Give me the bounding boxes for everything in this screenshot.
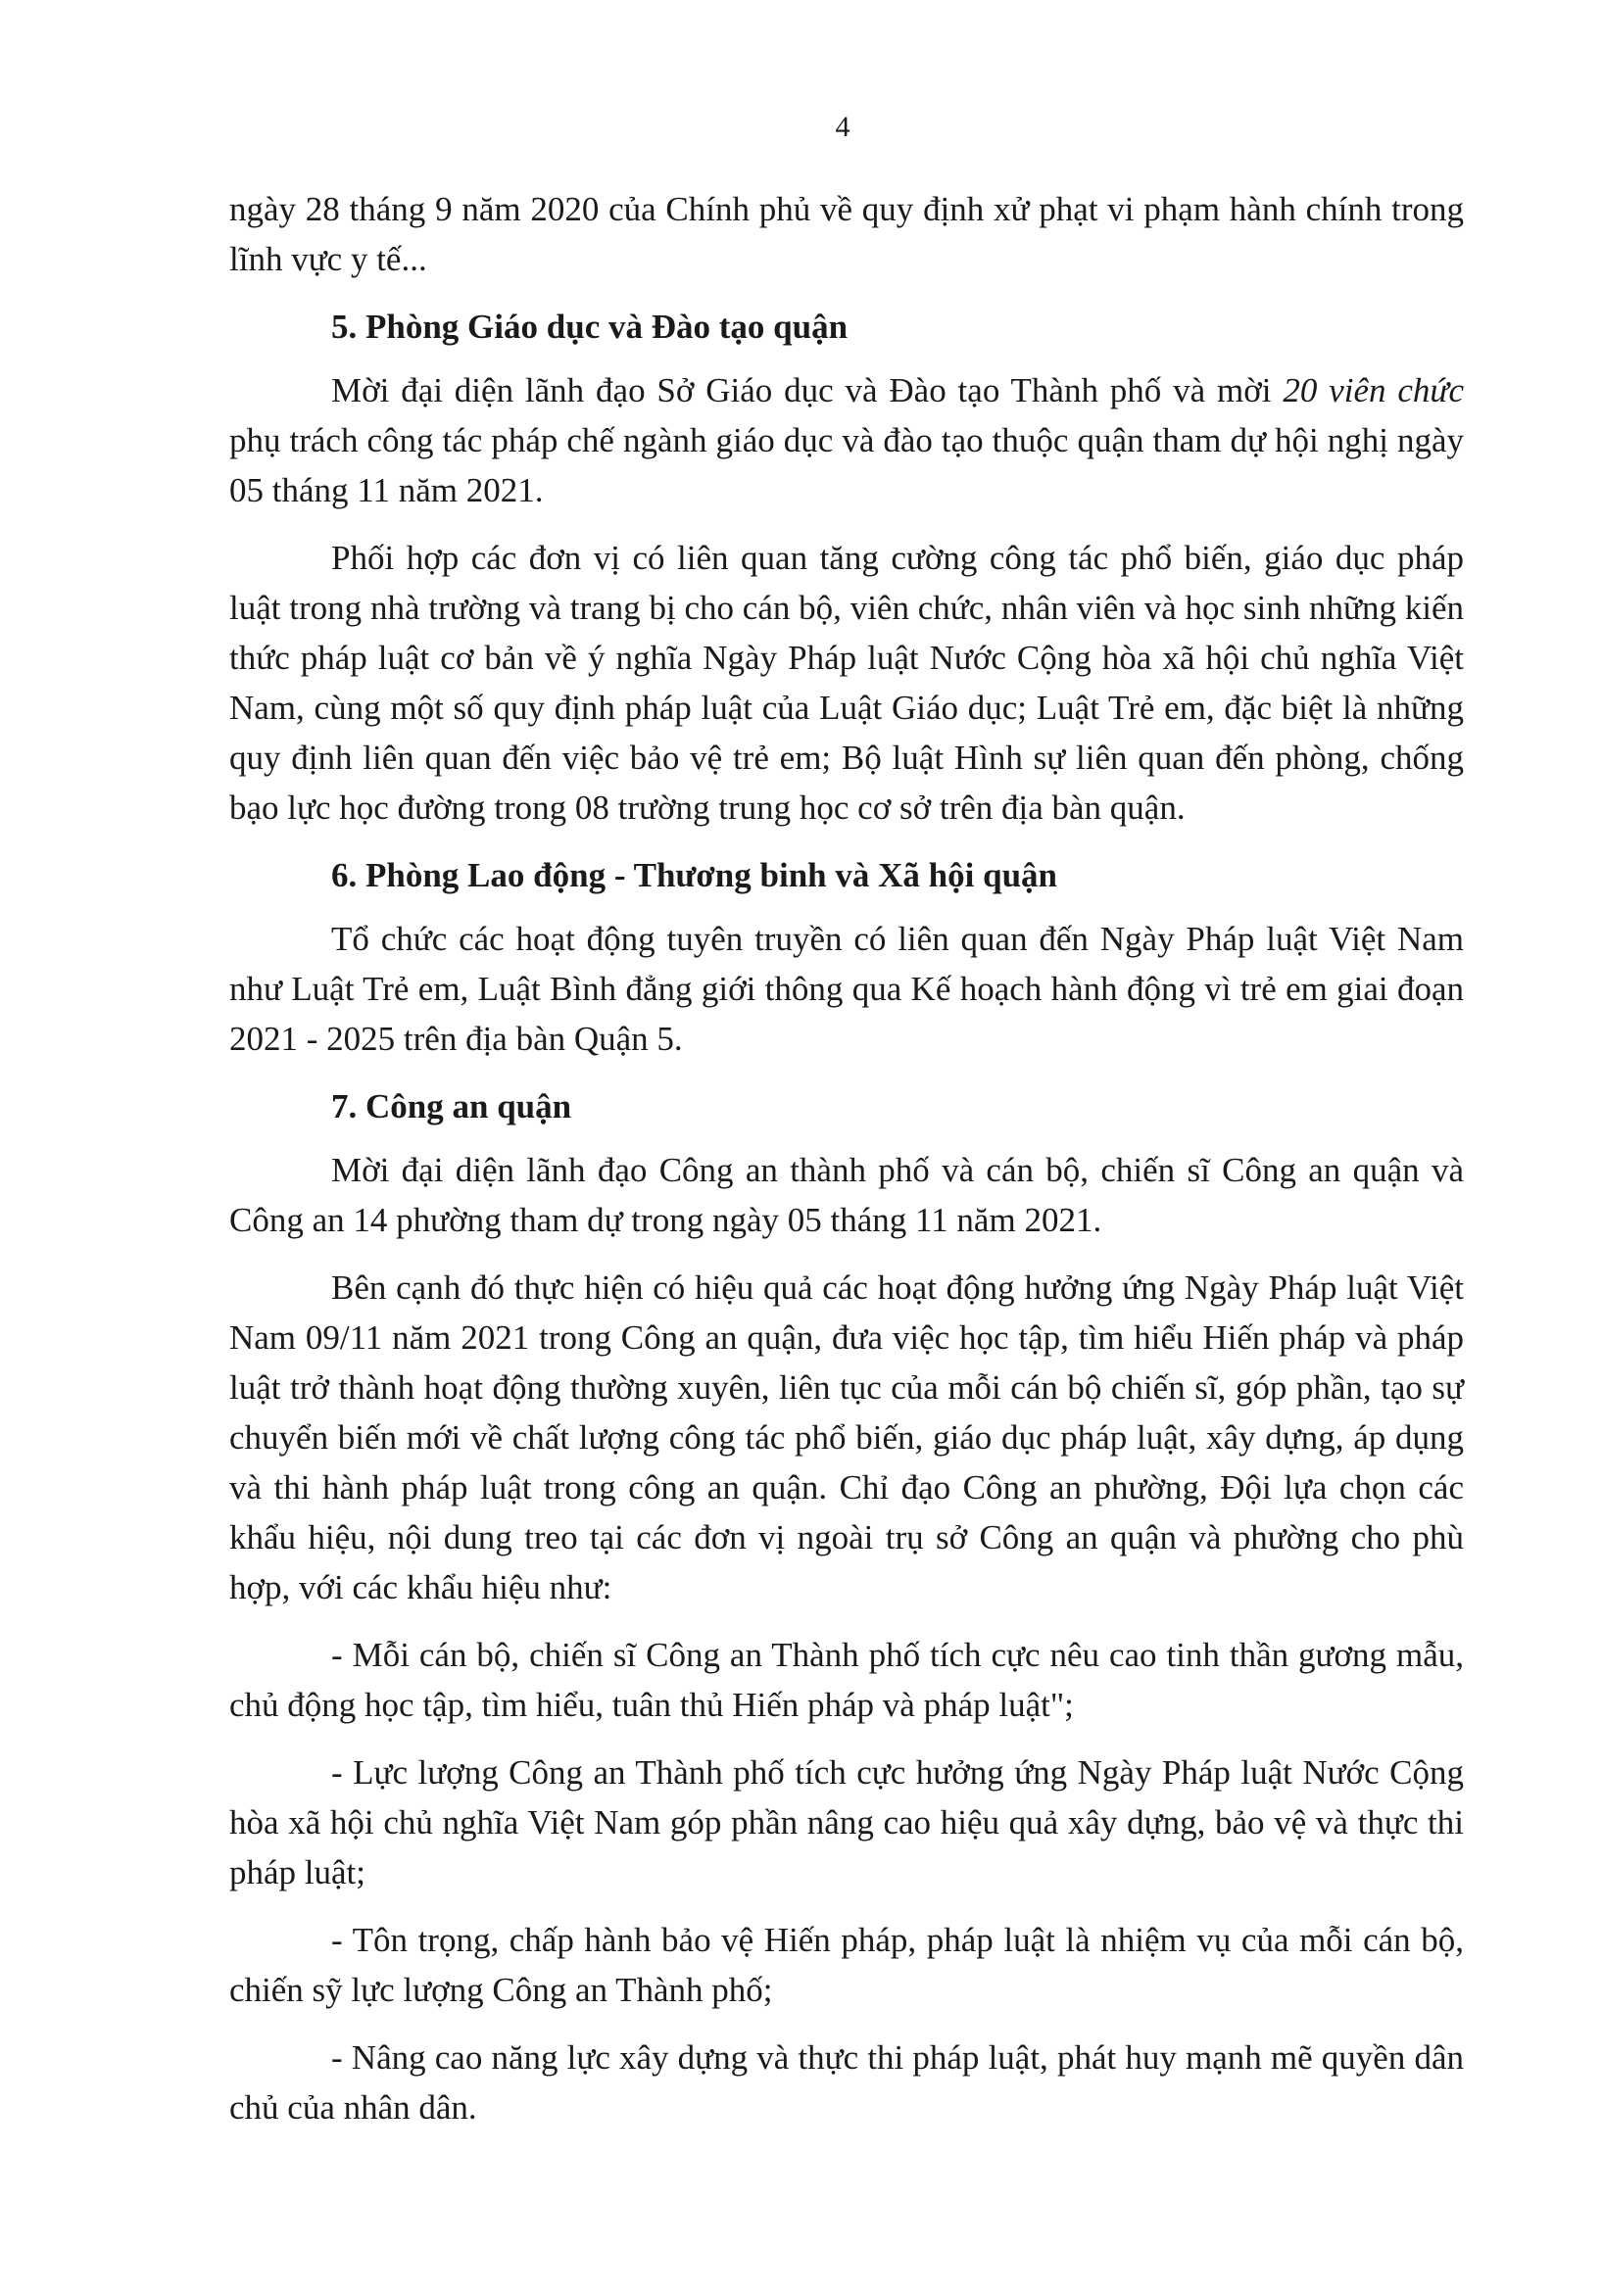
- paragraph-5b: Phối hợp các đơn vị có liên quan tăng cường công tác phổ biến, giáo dục pháp luật trong nhà trường và trang bị cho cán bộ, viên chức, nhân viên và học sinh những kiến thức pháp luật cơ bản về ý nghĩa Ngày Pháp luật Nước Cộng hòa xã hội chủ nghĩa Việt Nam, cùng một số quy định pháp luật của Luật Giáo dục; Luật Trẻ em, đặc biệt là những quy định liên quan đến việc bảo vệ trẻ em; Bộ luật Hình sự liên quan đến phòng, chống bạo lực học đường trong 08 trường trung học cơ sở trên địa bàn quận.: [229, 539, 1464, 827]
- paragraph-7a: Mời đại diện lãnh đạo Công an thành phố và cán bộ, chiến sĩ Công an quận và Công an 14 phường tham dự trong ngày 05 tháng 11 năm 2021.: [229, 1151, 1464, 1239]
- paragraph-5a: [229, 365, 1464, 515]
- slogan-item-4: - Nâng cao năng lực xây dựng và thực thi pháp luật, phát huy mạnh mẽ quyền dân chủ của nhân dân.: [229, 2038, 1464, 2127]
- paragraph-6: Tổ chức các hoạt động tuyên truyền có liên quan đến Ngày Pháp luật Việt Nam như Luật Trẻ em, Luật Bình đẳng giới thông qua Kế hoạch hành động vì trẻ em giai đoạn 2021 - 2025 trên địa bàn Quận 5.: [229, 920, 1464, 1058]
- paragraph-7b: Bên cạnh đó thực hiện có hiệu quả các hoạt động hưởng ứng Ngày Pháp luật Việt Nam 09/11 năm 2021 trong Công an quận, đưa việc học tập, tìm hiểu Hiến pháp và pháp luật trở thành hoạt động thường xuyên, liên tục của mỗi cán bộ chiến sĩ, góp phần, tạo sự chuyển biến mới về chất lượng công tác phổ biến, giáo dục pháp luật, xây dựng, áp dụng và thi hành pháp luật trong công an quận. Chỉ đạo Công an phường, Đội lựa chọn các khẩu hiệu, nội dung treo tại các đơn vị ngoài trụ sở Công an quận và phường cho phù hợp, với các khẩu hiệu như:: [229, 1268, 1464, 1606]
- slogan-item-3: - Tôn trọng, chấp hành bảo vệ Hiến pháp, pháp luật là nhiệm vụ của mỗi cán bộ, chiến sỹ lực lượng Công an Thành phố;: [229, 1921, 1464, 2009]
- slogan-item-1: - Mỗi cán bộ, chiến sĩ Công an Thành phố tích cực nêu cao tinh thần gương mẫu, chủ động học tập, tìm hiểu, tuân thủ Hiến pháp và pháp luật";: [229, 1636, 1464, 1724]
- paragraph-5a-text-end: phụ trách công tác pháp chế ngành giáo dục và đào tạo thuộc quận tham dự hội nghị ngày 05 tháng 11 năm 2021.: [229, 421, 1464, 509]
- section-heading-6: 6. Phòng Lao động - Thương binh và Xã hội quận: [331, 856, 1057, 894]
- section-heading-5: 5. Phòng Giáo dục và Đào tạo quận: [331, 308, 849, 346]
- paragraph-5a-italic: 20 viên chức: [1283, 371, 1464, 409]
- document-body: [229, 184, 1464, 2150]
- page-number: 4: [835, 111, 850, 143]
- slogan-item-2: - Lực lượng Công an Thành phố tích cực hưởng ứng Ngày Pháp luật Nước Cộng hòa xã hội chủ nghĩa Việt Nam góp phần nâng cao hiệu quả xây dựng, bảo vệ và thực thi pháp luật;: [229, 1753, 1464, 1891]
- paragraph-continuation: ngày 28 tháng 9 năm 2020 của Chính phủ về quy định xử phạt vi phạm hành chính trong lĩnh vực y tế...: [229, 190, 1464, 278]
- section-heading-7: 7. Công an quận: [331, 1087, 572, 1125]
- paragraph-5a-text-start: Mời đại diện lãnh đạo Sở Giáo dục và Đào tạo Thành phố và mời: [331, 371, 1284, 409]
